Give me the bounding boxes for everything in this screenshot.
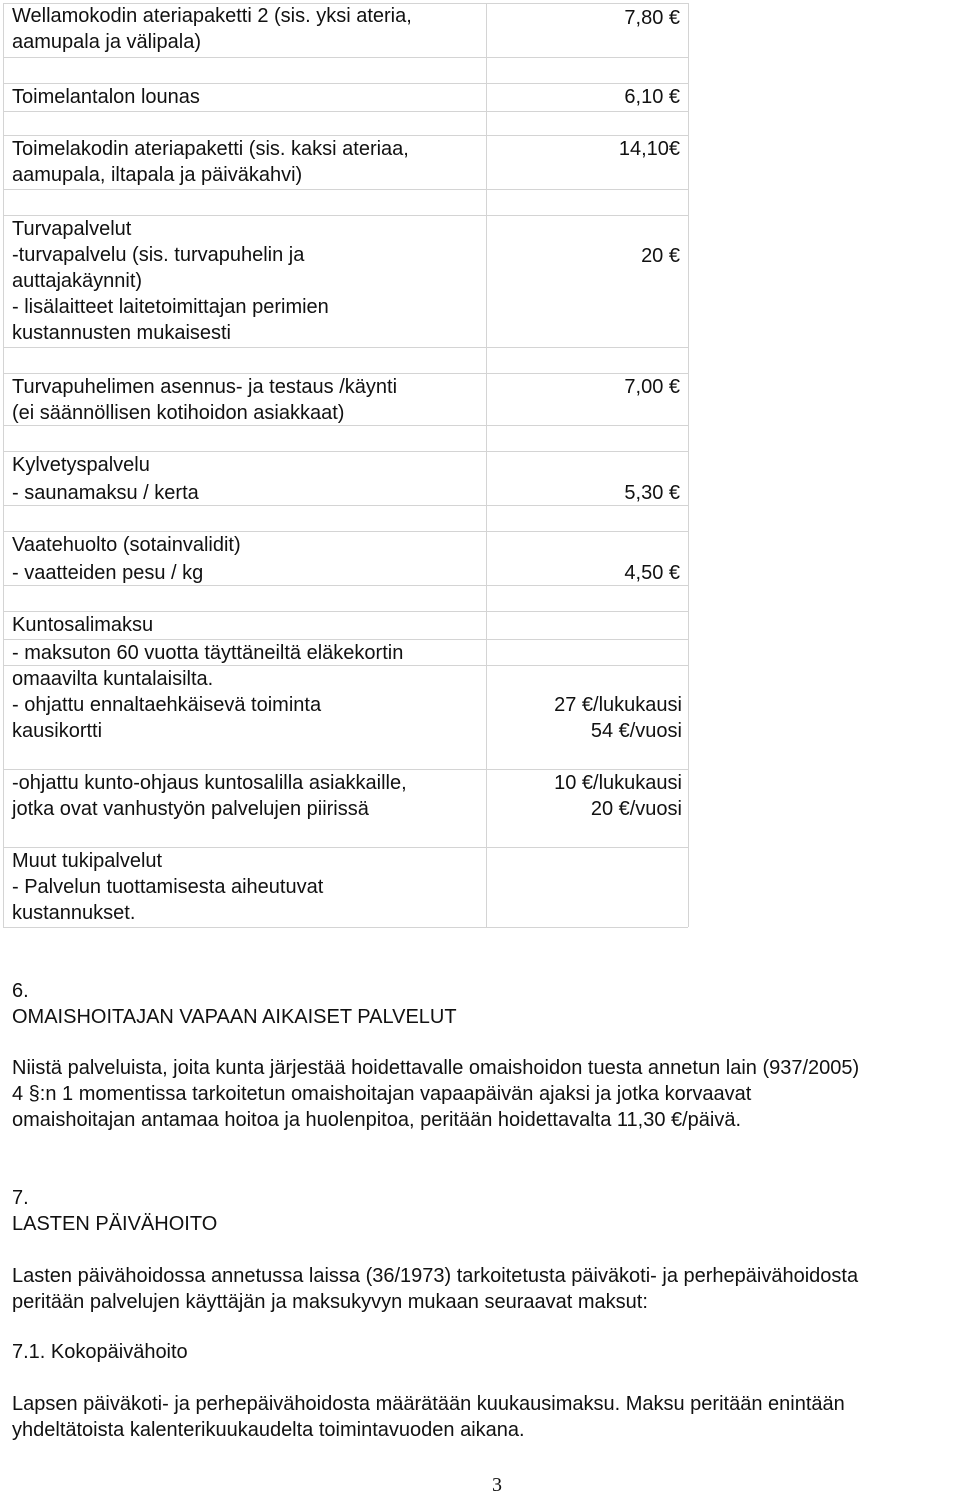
paragraph-line: Lasten päivähoidossa annetussa laissa (36/1973) tarkoitetusta päiväkoti- ja perhepäivähoidosta bbox=[12, 1265, 859, 1287]
service-label: Toimelakodin ateriapaketti (sis. kaksi ateriaa, bbox=[12, 138, 409, 160]
section-title: LASTEN PÄIVÄHOITO bbox=[12, 1213, 218, 1235]
service-label: kausikortti bbox=[12, 720, 103, 742]
service-label: aamupala, iltapala ja päiväkahvi) bbox=[12, 164, 303, 186]
table-border-bottom bbox=[3, 927, 688, 928]
table-border-left bbox=[3, 3, 4, 927]
paragraph-line: omaishoitajan antamaa hoitoa ja huolenpitoa, peritään hoidettavalta 11,30 €/päivä. bbox=[12, 1109, 742, 1131]
service-price: 27 €/lukukausi bbox=[554, 694, 682, 716]
row-divider bbox=[3, 57, 688, 58]
service-label: Toimelantalon lounas bbox=[12, 86, 200, 108]
row-divider bbox=[3, 347, 688, 348]
row-divider bbox=[3, 111, 688, 112]
service-label: - vaatteiden pesu / kg bbox=[12, 562, 204, 584]
service-label: - ohjattu ennaltaehkäisevä toiminta bbox=[12, 694, 322, 716]
service-label: -turvapalvelu (sis. turvapuhelin ja bbox=[12, 244, 305, 266]
page-number: 3 bbox=[492, 1474, 502, 1496]
service-label: (ei säännöllisen kotihoidon asiakkaat) bbox=[12, 402, 345, 424]
service-price: 7,00 € bbox=[624, 376, 680, 398]
service-label: Kylvetyspalvelu bbox=[12, 454, 150, 476]
service-label: - Palvelun tuottamisesta aiheutuvat bbox=[12, 876, 324, 898]
service-label: Turvapalvelut bbox=[12, 218, 132, 240]
service-label: kustannukset. bbox=[12, 902, 136, 924]
service-label: Vaatehuolto (sotainvalidit) bbox=[12, 534, 241, 556]
paragraph-line: Niistä palveluista, joita kunta järjestää hoidettavalle omaishoidon tuesta annetun lain (937/2005) bbox=[12, 1057, 860, 1079]
service-label: aamupala ja välipala) bbox=[12, 31, 202, 53]
service-label: Turvapuhelimen asennus- ja testaus /käynti bbox=[12, 376, 398, 398]
service-label: -ohjattu kunto-ohjaus kuntosalilla asiakkaille, bbox=[12, 772, 407, 794]
table-border-right bbox=[688, 3, 689, 927]
service-label: auttajakäynnit) bbox=[12, 270, 143, 292]
service-label: omaavilta kuntalaisilta. bbox=[12, 668, 214, 690]
service-label: Wellamokodin ateriapaketti 2 (sis. yksi ateria, bbox=[12, 5, 412, 27]
paragraph-line: Lapsen päiväkoti- ja perhepäivähoidosta määrätään kuukausimaksu. Maksu peritään enintään bbox=[12, 1393, 845, 1415]
service-label: kustannusten mukaisesti bbox=[12, 322, 232, 344]
service-label: - saunamaksu / kerta bbox=[12, 482, 199, 504]
service-price: 20 €/vuosi bbox=[590, 798, 682, 820]
paragraph-line: yhdeltätoista kalenterikuukaudelta toimintavuoden aikana. bbox=[12, 1419, 525, 1441]
service-label: Kuntosalimaksu bbox=[12, 614, 154, 636]
service-price: 10 €/lukukausi bbox=[554, 772, 682, 794]
row-divider bbox=[3, 189, 688, 190]
service-price: 54 €/vuosi bbox=[590, 720, 682, 742]
service-price: 7,80 € bbox=[624, 7, 680, 29]
service-price: 20 € bbox=[641, 245, 680, 267]
service-label: Muut tukipalvelut bbox=[12, 850, 163, 872]
section-title: OMAISHOITAJAN VAPAAN AIKAISET PALVELUT bbox=[12, 1006, 457, 1028]
section-number: 6. bbox=[12, 980, 29, 1002]
service-price: 6,10 € bbox=[624, 86, 680, 108]
subsection-title: 7.1. Kokopäivähoito bbox=[12, 1341, 188, 1363]
service-label: jotka ovat vanhustyön palvelujen piirissä bbox=[12, 798, 369, 820]
service-price: 5,30 € bbox=[624, 482, 680, 504]
service-label: - maksuton 60 vuotta täyttäneiltä eläkekortin bbox=[12, 642, 404, 664]
service-label: - lisälaitteet laitetoimittajan perimien bbox=[12, 296, 329, 318]
paragraph-line: 4 §:n 1 momentissa tarkoitetun omaishoitajan vapaapäivän ajaksi ja jotka korvaavat bbox=[12, 1083, 752, 1105]
section-number: 7. bbox=[12, 1187, 29, 1209]
service-price: 14,10€ bbox=[618, 138, 680, 160]
paragraph-line: peritään palvelujen käyttäjän ja maksukyvyn mukaan seuraavat maksut: bbox=[12, 1291, 648, 1313]
service-price: 4,50 € bbox=[624, 562, 680, 584]
